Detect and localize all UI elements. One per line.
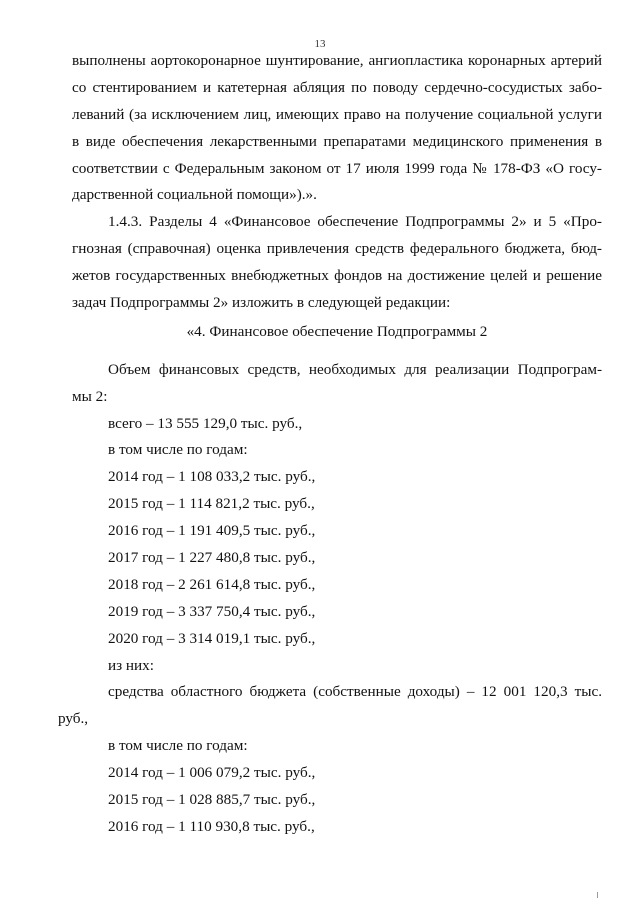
text-line: средства областного бюджета (собственные доходы) – 12 001 120,3 тыс. [108,683,602,701]
text-line: дарственной социальной помощи»).». [72,186,317,204]
year-line: 2018 год – 2 261 614,8 тыс. руб., [108,575,316,593]
text-line: мы 2: [72,387,108,405]
of-them-label: из них: [108,656,154,674]
text-line: жетов государственных внебюджетных фондов на достижение целей и решение [72,267,602,285]
year-line: 2014 год – 1 108 033,2 тыс. руб., [108,468,316,486]
year-line: 2016 год – 1 110 930,8 тыс. руб., [108,817,315,835]
year-line: 2017 год – 1 227 480,8 тыс. руб., [108,549,316,567]
year-line: 2016 год – 1 191 409,5 тыс. руб., [108,522,316,540]
text-line: гнозная (справочная) оценка привлечения средств федерального бюджета, бюд- [72,240,602,258]
year-line: 2020 год – 3 314 019,1 тыс. руб., [108,629,316,647]
year-line: 2014 год – 1 006 079,2 тыс. руб., [108,764,316,782]
text-line: выполнены аортокоронарное шунтирование, ангиопластика коронарных артерий [72,52,602,69]
paragraph-volume [72,357,602,411]
text-line: в виде обеспечения лекарственными препаратами медицинского применения в [72,132,602,150]
text-line: задач Подпрограммы 2» изложить в следующей редакции: [72,294,451,312]
total-line: всего – 13 555 129,0 тыс. руб., [108,414,303,432]
section-heading: «4. Финансовое обеспечение Подпрограммы 2 [186,322,488,340]
year-line: 2015 год – 1 028 885,7 тыс. руб., [108,791,316,809]
text-line: руб., [58,710,89,728]
text-line: леваний (за исключением лиц, имеющих право на получение социальной услуги [72,105,602,123]
years-list [72,464,602,652]
by-years-label: в том числе по годам: [108,737,248,755]
text-line: 1.4.3. Разделы 4 «Финансовое обеспечение Подпрограммы 2» и 5 «Про- [108,213,602,231]
document-body [58,48,602,841]
year-line: 2019 год – 3 337 750,4 тыс. руб., [108,602,316,620]
regional-years-list [72,760,602,841]
text-line: соответствии с Федеральным законом от 17 июля 1999 года № 178-ФЗ «О госу- [72,159,602,177]
page-number: 13 [314,38,326,50]
by-years-label: в том числе по годам: [108,441,248,459]
year-line: 2015 год – 1 114 821,2 тыс. руб., [108,495,315,513]
regional-budget-paragraph [58,679,602,733]
text-line: со стентированием и катетерная абляция по поводу сердечно-сосудистых забо- [72,78,602,96]
margin-mark [597,892,598,898]
paragraph-amendment [72,209,602,317]
paragraph-continuation [72,48,602,209]
text-line: Объем финансовых средств, необходимых для реализации Подпрограм- [108,360,602,378]
